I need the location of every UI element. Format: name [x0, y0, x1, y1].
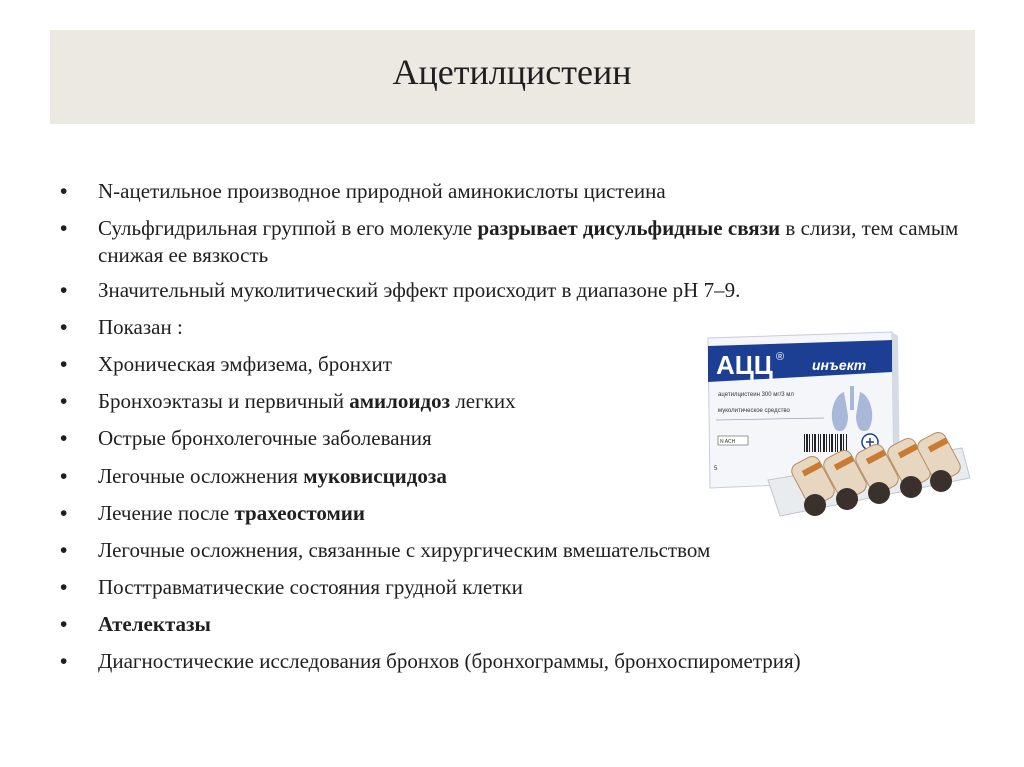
bullet-item	[60, 537, 980, 564]
package-reg-mark: ®	[776, 351, 785, 363]
bullet-bold-text: муковисцидоза	[303, 463, 447, 488]
bullet-bold-text: амилоидоз	[349, 389, 451, 414]
package-code: N ACH	[720, 439, 736, 445]
package-line2: муколитическое средство	[718, 408, 790, 414]
package-brand: АЦЦ	[716, 350, 773, 380]
bullet-text: Острые бронхолегочные заболевания	[98, 426, 432, 451]
acc-injekt-package-image	[694, 330, 974, 528]
bullet-text: Легочные осложнения	[98, 463, 304, 488]
bullet-bold-text: разрывает дисульфидные связи	[477, 216, 781, 241]
bullet-text: Лечение после	[98, 500, 235, 525]
bullet-text: Посттравматические состояния грудной клетки	[98, 574, 523, 599]
bullet-bold-text: трахеостомии	[234, 500, 365, 525]
package-line1: ацетилцистеин 300 мг/3 мл	[718, 392, 794, 398]
bullet-text: Сульфгидрильная группой в его молекуле	[98, 216, 478, 241]
bullet-text: Легочные осложнения, связанные с хирургическим вмешательством	[98, 537, 711, 562]
bullet-text: Диагностические исследования бронхов (бронхограммы, бронхоспирометрия)	[98, 649, 801, 674]
bullet-text: N-ацетильное производное природной аминокислоты цистеина	[98, 179, 666, 203]
bullet-text: Бронхоэктазы и первичный	[98, 389, 350, 414]
bullet-item	[60, 178, 980, 205]
slide-title: Ацетилцистеин	[392, 52, 632, 92]
bullet-bold-text: Ателектазы	[98, 611, 211, 636]
package-count: 5	[714, 466, 718, 472]
bullet-item	[60, 215, 980, 269]
bullet-item	[60, 611, 980, 638]
bullet-text: Хроническая эмфизема, бронхит	[98, 352, 392, 377]
bullet-item	[60, 277, 980, 304]
bullet-text: в слизи, тем самым снижая ее вязкость	[98, 216, 959, 268]
bullet-item	[60, 574, 980, 601]
bullet-text: легких	[450, 389, 516, 414]
bullet-item	[60, 648, 980, 675]
package-variant: инъект	[812, 357, 867, 373]
bullet-text: Показан :	[98, 315, 183, 340]
bullet-text: Значительный муколитический эффект происходит в диапазоне pH 7–9.	[98, 278, 741, 303]
